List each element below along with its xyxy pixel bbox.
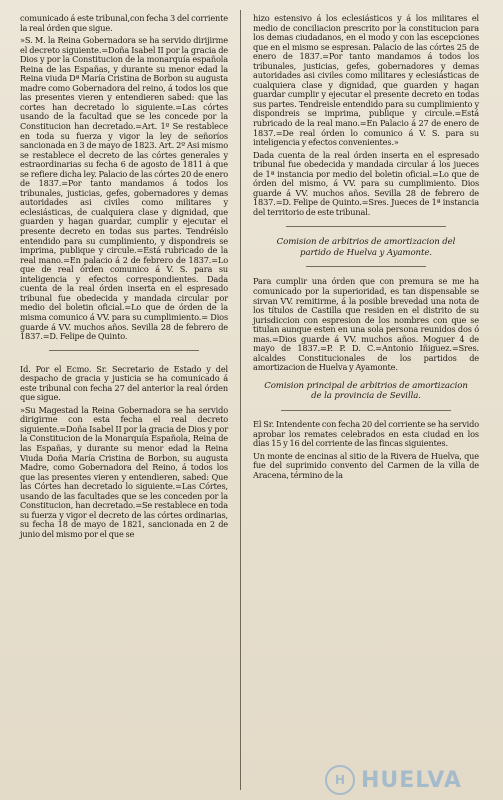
right-paragraph-5: Un monte de encinas al sitio de la Rivera de Huelva, que fue del suprimido convento del Carmen de la villa de Aracena, término de la: [253, 450, 479, 480]
heading-line: de la provincia de Sevilla.: [311, 391, 421, 402]
column-divider: [240, 10, 241, 790]
section-divider: [281, 410, 451, 411]
left-column: [20, 14, 228, 542]
section-divider: [286, 226, 446, 227]
right-column: [253, 14, 479, 483]
huelva-seal-icon: H: [325, 765, 355, 795]
heading-line: partido de Huelva y Ayamonte.: [300, 247, 432, 258]
left-paragraph-3: Id. Por el Ecmo. Sr. Secretario de Estado y del despacho de gracia y justicia se ha comunicado á este tribunal con fecha 27 del anterior la real órden que sigue.: [20, 363, 228, 403]
left-paragraph-2: »S. M. la Reina Gobernadora se ha servido dirijirme el decreto siguiente.=Doña Isabel II por la gracia de Dios y por la Constitucion de la monarquía española Reina de las Españas, y durante su menor edad la Reina viuda Dª María Cristina de Borbon su augusta madre como Gobernadora del reino, á todos los que las presentes vieren y entendieren sabed: que las cortes han decretado lo siguiente.=Las córtes usando de la facultad que se les concede por la Constitucion han decretado.=Art. 1º Se restablece en toda su fuerza y vigor la ley de señoríos sancionada en 3 de mayo de 1823. Art. 2º Asi mismo se restablece el decreto de las córtes generales y estraordinarias su fecha 6 de agosto de 1811 ȧ que se refiere dicha ley. Palacio de las córtes 20 de enero de 1837.=Por tanto mandamos á todos los tribunales, justicias, gefes, gobernadores y demas autoridades asi civiles como militares y eclesiásticas, de cualquiera clase y dignidad, que guarden y hagan guardar, cumplir y ejecutar el presente decreto en todas sus partes. Tendréislo entendido para su cumplimiento, y dispondreis se imprima, publique y circule.=Está rubricado de la real mano.=En palacio á 2 de febrero de 1837.=Lo que de real órden comunico á V. S. para su inteligencia y efectos correspondientes. Dada cuenta de la real órden inserta en el espresado tribunal fue obedecida y mandada circular por medio del boletin oficial.=Lo que de órden de la misma comunico á VV. para su cumplimiento.= Dios guarde á VV. muchos años. Sevilla 28 de febrero de 1837.=D. Felipe de Quinto.: [20, 35, 228, 342]
section-divider: [306, 266, 426, 267]
section-heading-sevilla: [253, 381, 479, 402]
heading-line: Comision de arbitrios de amortizacion del: [276, 237, 456, 248]
left-paragraph-4: »Su Magestad la Reina Gobernadora se ha servido dirigirme con esta fecha el real decreto siguiente.=Doña Isabel II por la gracia de Dios y por la Constitucion de la Monarquía Española, Reina de las Españas, y durante su menor edad la Reina Viuda Doña María Cristina de Borbon, su augusta Madre, como Gobernadora del Reino, á todos los que las presentes vieren y entendieren, sabed: Que las Córtes han decretado lo siguiente.=Las Córtes, usando de las facultades que se les conceden por la Constitucion, han decretado.=Se restablece en toda su fuerza y vigor el decreto de las córtes ordinarias, su fecha 18 de mayo de 1821, sancionada en 2 de junio del mismo por el que se: [20, 404, 228, 539]
heading-line: Comision principal de arbitrios de amortizacion: [264, 380, 468, 391]
huelva-watermark: [325, 766, 475, 794]
left-paragraph-1: comunicado á este tribunal,con fecha 3 del corriente la real órden que sigue.: [20, 13, 228, 33]
right-paragraph-4: El Sr. Intendente con fecha 20 del corriente se ha servido aprobar los remates celebrados en esta ciudad en los dias 15 y 16 del corriente de las fincas siguientes.: [253, 418, 479, 449]
section-heading-huelva-ayamonte: [253, 237, 479, 258]
section-divider: [49, 350, 199, 351]
watermark-text: HUELVA: [361, 767, 462, 793]
right-paragraph-2: Dada cuenta de la real órden inserta en el espresado tribunal fue obedecida y mandada circular á los jueces de 1ª instancia por medio del boletin oficial.=Lo que de órden del mismo, á VV. para su cumplimiento. Dios guarde á VV. muchos años. Sevilla 28 de febrero de 1837.=D. Felipe de Quinto.=Sres. Jueces de 1ª instancia del territorio de este tribunal.: [253, 149, 479, 217]
right-paragraph-3: Para cumplir una órden que con premura se me ha comunicado por la superioridad, es tan dispensable se sirvan VV. remitirme, á la posible brevedad una nota de los títulos de Castilla que residen en el distrito de su jurisdiccion con espresion de los nombres con que se titulan aunque esten en una sola persona reunidos dos ó mas.=Dios guarde á VV. muchos años. Moguer 4 de mayo de 1837.=P. P. D. C.=Antonio Iñiguez.=Sres. alcaldes Constitucionales de los partidos de amortizacion de Huelva y Ayamonte.: [253, 276, 479, 373]
right-paragraph-1: hizo estensivo á los eclesiásticos y á los militares el medio de conciliacion prescrito por la constitucion para los demas ciudadanos, en el modo y con las escepciones que en el mismo se espresan. Palacio de las córtes 25 de enero de 1837.=Por tanto mandamos á todos los tribunales, justicias, gefes, gobernadores y demas autoridades asi civiles como militares y eclesiásticas de cualquiera clase y dignidad, que guarden y hagan guardar cumplir y ejecutar el presente decreto en todas sus partes. Tendreisle entendido para su cumplimiento y dispondreis se imprima, publique y circule.=Está rubricado de la real mano.=En Palacio á 27 de enero de 1837.=De real órden lo comunico á V. S. para su inteligencia y efectos convenientes.»: [253, 13, 479, 148]
